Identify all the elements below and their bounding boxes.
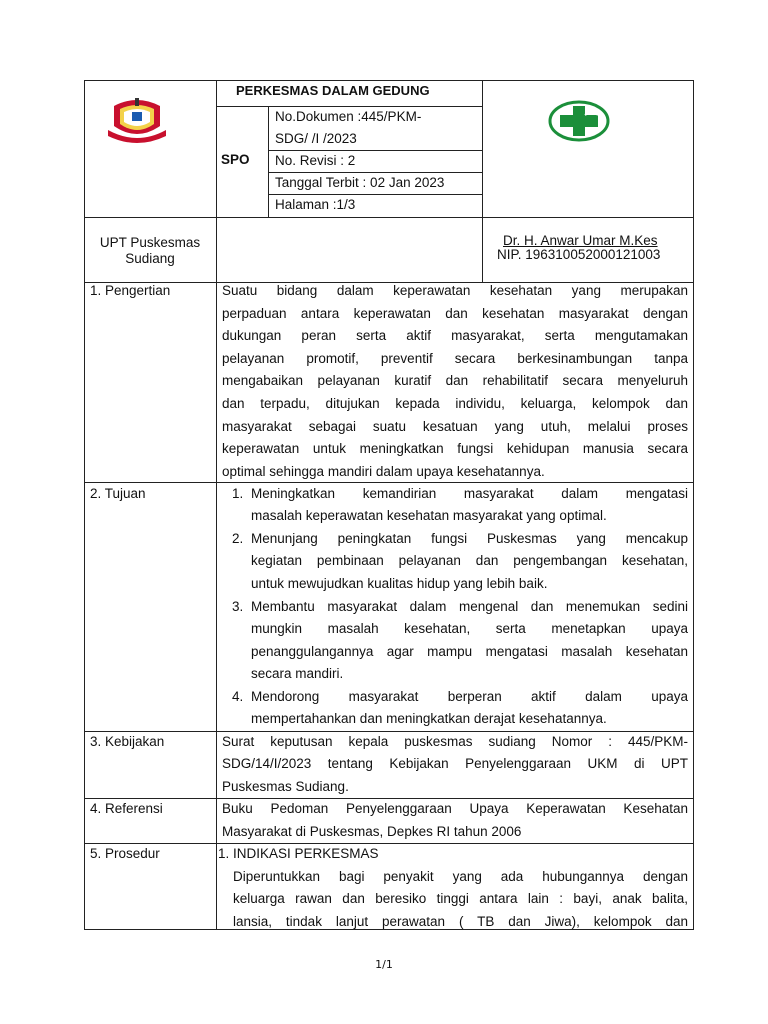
grid-line	[268, 150, 482, 151]
section-label-prosedur: 5. Prosedur	[90, 846, 160, 861]
grid-line	[216, 106, 482, 107]
kebijakan-line: SDG/14/I/2023 tentang Kebijakan Penyelenggaraan UKM di UPT	[222, 756, 688, 771]
grid-line	[268, 172, 482, 173]
tujuan-item-line: secara mandiri.	[251, 666, 344, 681]
section-label-tujuan: 2. Tujuan	[90, 486, 146, 501]
tujuan-item-line: penanggulangannya agar mampu mengatasi masalah kesehatan	[251, 644, 688, 659]
tujuan-item-line: Menunjang peningkatan fungsi Puskesmas yang mencakup	[251, 531, 688, 546]
prosedur-line: lansia, tindak lanjut perawatan ( TB dan Jiwa), kelompok dan	[233, 914, 688, 929]
tujuan-item-line: Mendorong masyarakat berperan aktif dalam upaya	[251, 689, 688, 704]
prosedur-line: keluarga rawan dan beresiko tinggi antara lain : bayi, anak balita,	[233, 891, 688, 906]
page-indicator: 1/1	[375, 958, 393, 971]
signer-nip: NIP. 196310052000121003	[497, 247, 661, 262]
grid-line	[84, 482, 694, 483]
tujuan-item-line: kegiatan pembinaan pelayanan dan pengembangan kesehatan,	[251, 553, 688, 568]
kebijakan-line: Surat keputusan kepala puskesmas sudiang Nomor : 445/PKM-	[222, 734, 688, 749]
document-title: PERKESMAS DALAM GEDUNG	[236, 83, 430, 98]
pengertian-line: keperawatan untuk meningkatkan fungsi kehidupan manusia secara	[222, 441, 688, 456]
doc-number-line1: No.Dokumen :445/PKM-	[275, 109, 422, 124]
grid-line	[84, 843, 694, 844]
grid-line	[216, 282, 217, 930]
grid-line	[84, 217, 694, 218]
referensi-line: Masyarakat di Puskesmas, Depkes RI tahun 2006	[222, 824, 522, 839]
grid-line	[216, 80, 217, 282]
grid-line	[268, 106, 269, 217]
pengertian-line: optimal sehingga mandiri dalam upaya kesehatannya.	[222, 464, 545, 479]
signer-name: Dr. H. Anwar Umar M.Kes	[503, 233, 658, 248]
tujuan-item-line: Membantu masyarakat dalam mengenal dan menemukan sedini	[251, 599, 688, 614]
page-count: Halaman :1/3	[275, 197, 356, 212]
tujuan-item-line: untuk mewujudkan kualitas hidup yang lebih baik.	[251, 576, 548, 591]
tujuan-item-line: Meningkatkan kemandirian masyarakat dalam mengatasi	[251, 486, 688, 501]
tujuan-item-number: 4.	[232, 689, 244, 704]
pengertian-line: pelayanan promotif, preventif secara berkesinambungan tanpa	[222, 351, 688, 366]
tujuan-item-number: 1.	[232, 486, 244, 501]
org-name-line1: UPT Puskesmas	[99, 235, 201, 250]
grid-line	[84, 798, 694, 799]
kebijakan-line: Puskesmas Sudiang.	[222, 779, 349, 794]
pengertian-line: mengabaikan pelayanan kuratif dan rehabilitatif secara menyeluruh	[222, 373, 688, 388]
prosedur-heading: 1. INDIKASI PERKESMAS	[218, 846, 379, 861]
issue-date: Tanggal Terbit : 02 Jan 2023	[275, 175, 445, 190]
health-cross-logo-icon	[548, 100, 610, 142]
pengertian-line: masyarakat sebagai suatu kesatuan yang utuh, melalui proses	[222, 419, 688, 434]
spo-label: SPO	[221, 152, 250, 167]
pengertian-line: dan terpadu, ditujukan kepada individu, keluarga, kelompok dan	[222, 396, 688, 411]
referensi-line: Buku Pedoman Penyelenggaraan Upaya Keperawatan Kesehatan	[222, 801, 688, 816]
tujuan-item-number: 2.	[232, 531, 244, 546]
pengertian-line: dukungan peran serta aktif masyarakat, serta mengutamakan	[222, 328, 688, 343]
tujuan-item-number: 3.	[232, 599, 244, 614]
tujuan-item-line: mungkin masalah kesehatan, serta menetapkan upaya	[251, 621, 688, 636]
pengertian-line: perpaduan antara keperawatan dan kesehatan masyarakat dengan	[222, 306, 688, 321]
tujuan-item-line: mempertahankan dan meningkatkan derajat kesehatannya.	[251, 711, 607, 726]
grid-line	[268, 194, 482, 195]
grid-line	[84, 731, 694, 732]
revision-number: No. Revisi : 2	[275, 153, 356, 168]
pengertian-line: Suatu bidang dalam keperawatan kesehatan yang merupakan	[222, 283, 688, 298]
org-name-line2: Sudiang	[125, 251, 175, 266]
grid-line	[482, 80, 483, 282]
section-label-kebijakan: 3. Kebijakan	[90, 734, 165, 749]
section-label-referensi: 4. Referensi	[90, 801, 163, 816]
doc-number-line2: SDG/ /I /2023	[275, 131, 357, 146]
tujuan-item-line: masalah keperawatan kesehatan masyarakat yang optimal.	[251, 508, 607, 523]
prosedur-line: Diperuntukkan bagi penyakit yang ada hubungannya dengan	[233, 869, 688, 884]
section-label-pengertian: 1. Pengertian	[90, 283, 171, 298]
regional-emblem-icon	[106, 96, 168, 144]
